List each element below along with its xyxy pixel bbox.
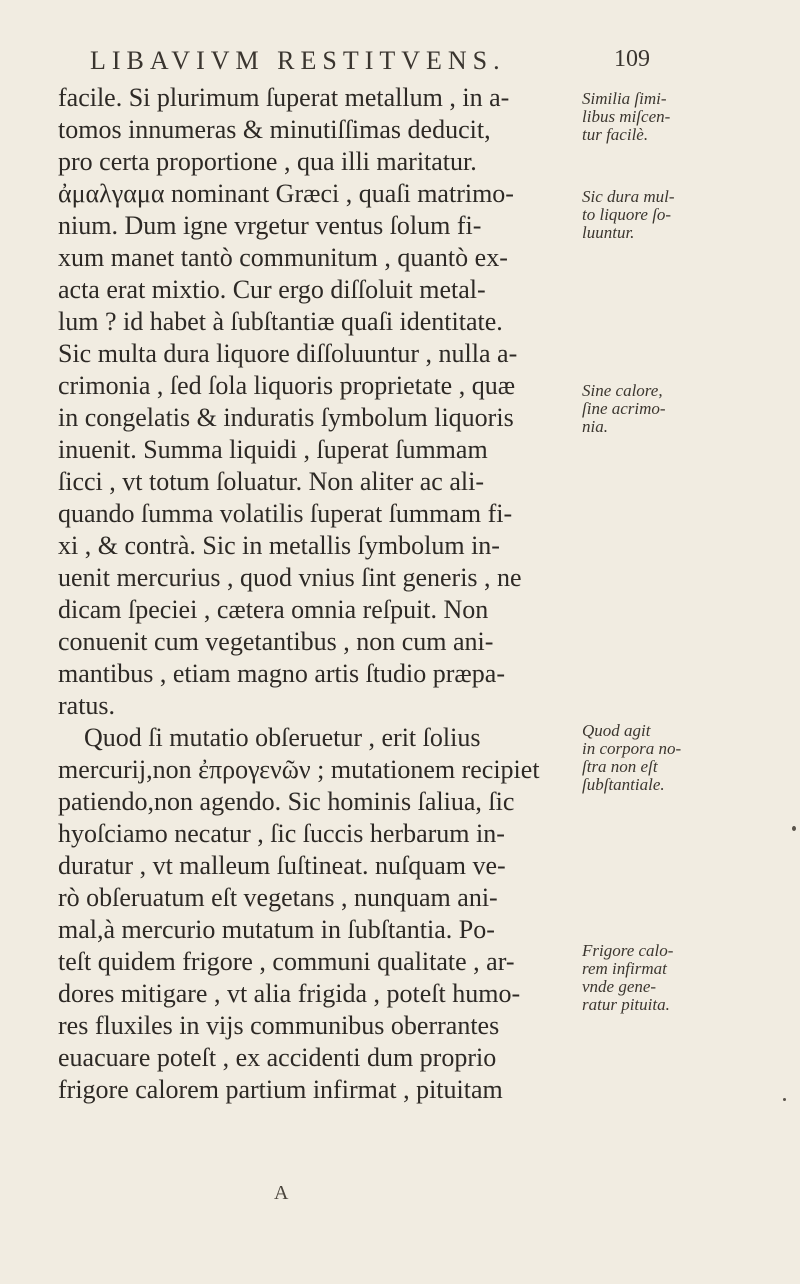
main-text-block [58, 82, 576, 1106]
margin-note-line: Similia ſimi- [582, 89, 667, 108]
text-line: uenit mercurius , quod vnius ſint generis , ne [58, 563, 522, 592]
margin-note-line: libus miſcen- [582, 107, 671, 126]
text-line: teſt quidem frigore , communi qualitate , ar- [58, 947, 515, 976]
margin-note-line: in corpora no- [582, 739, 682, 758]
margin-note-sine-calore [582, 382, 772, 436]
text-line: Sic multa dura liquore diſſoluuntur , nulla a- [58, 339, 518, 368]
text-line: ſicci , vt totum ſoluatur. Non aliter ac ali- [58, 467, 484, 496]
running-title: LIBAVIVM RESTITVENS. [90, 46, 506, 75]
margin-note-line: luuntur. [582, 223, 635, 242]
margin-note-line: Quod agit [582, 721, 651, 740]
margin-note-line: vnde gene- [582, 977, 657, 996]
text-line: duratur , vt malleum ſuſtineat. nuſquam ve- [58, 851, 506, 880]
text-line: conuenit cum vegetantibus , non cum ani- [58, 627, 494, 656]
text-line: facile. Si plurimum ſuperat metallum , in a- [58, 83, 510, 112]
margin-note-line: Frigore calo- [582, 941, 674, 960]
margin-note-line: ſubſtantiale. [582, 775, 665, 794]
margin-note-similia [582, 90, 772, 144]
margin-note-line: ſtra non eſt [582, 757, 658, 776]
text-line: patiendo,non agendo. Sic hominis ſaliua, ſic [58, 787, 515, 816]
paper-speck [783, 1098, 786, 1101]
text-line: xum manet tantò communitum , quantò ex- [58, 243, 508, 272]
margin-note-line: ratur pituita. [582, 995, 670, 1014]
text-line: in congelatis & induratis ſymbolum liquoris [58, 403, 514, 432]
margin-note-sic-dura [582, 188, 772, 242]
text-line: ratus. [58, 691, 116, 720]
text-line: euacuare poteſt , ex accidenti dum proprio [58, 1043, 497, 1072]
text-line: dicam ſpeciei , cætera omnia reſpuit. Non [58, 595, 489, 624]
text-line: acta erat mixtio. Cur ergo diſſoluit metal- [58, 275, 486, 304]
signature-mark: A [274, 1182, 289, 1204]
margin-note-line: to liquore ſo- [582, 205, 672, 224]
text-line: frigore calorem partium infirmat , pituitam [58, 1075, 503, 1104]
text-line: xi , & contrà. Sic in metallis ſymbolum in- [58, 531, 500, 560]
margin-note-quod-agit [582, 722, 772, 794]
text-line: inuenit. Summa liquidi , ſuperat ſummam [58, 435, 488, 464]
text-line: nium. Dum igne vrgetur ventus ſolum fi- [58, 211, 482, 240]
paper-speck [792, 826, 796, 831]
margin-note-line: Sic dura mul- [582, 187, 675, 206]
text-line: mal,à mercurio mutatum in ſubſtantia. Po- [58, 915, 495, 944]
text-line: dores mitigare , vt alia frigida , poteſt humo- [58, 979, 521, 1008]
text-line: ἀμαλγαμα nominant Græci , quaſi matrimo- [58, 179, 514, 208]
margin-note-line: nia. [582, 417, 608, 436]
margin-note-frigore [582, 942, 772, 1014]
margin-note-line: tur facilè. [582, 125, 649, 144]
text-line: mantibus , etiam magno artis ſtudio præpa- [58, 659, 505, 688]
margin-note-line: rem infirmat [582, 959, 667, 978]
text-line: crimonia , ſed ſola liquoris proprietate , quæ [58, 371, 516, 400]
margin-note-line: Sine calore, [582, 381, 663, 400]
text-line: pro certa proportione , qua illi maritatur. [58, 147, 477, 176]
text-line: quando ſumma volatilis ſuperat ſummam fi- [58, 499, 513, 528]
text-line: hyoſciamo necatur , ſic ſuccis herbarum in- [58, 819, 505, 848]
text-line: Quod ſi mutatio obſeruetur , erit ſolius [84, 723, 481, 752]
text-line: mercurij,non ἐπρογενῶν ; mutationem recipiet [58, 755, 540, 784]
margin-note-line: ſine acrimo- [582, 399, 666, 418]
text-line: rò obſeruatum eſt vegetans , nunquam ani- [58, 883, 498, 912]
page-number: 109 [614, 46, 650, 72]
text-line: res fluxiles in vijs communibus oberrantes [58, 1011, 500, 1040]
text-line: tomos innumeras & minutiſſimas deducit, [58, 115, 491, 144]
text-line: lum ? id habet à ſubſtantiæ quaſi identitate. [58, 307, 503, 336]
page-header [90, 46, 650, 82]
